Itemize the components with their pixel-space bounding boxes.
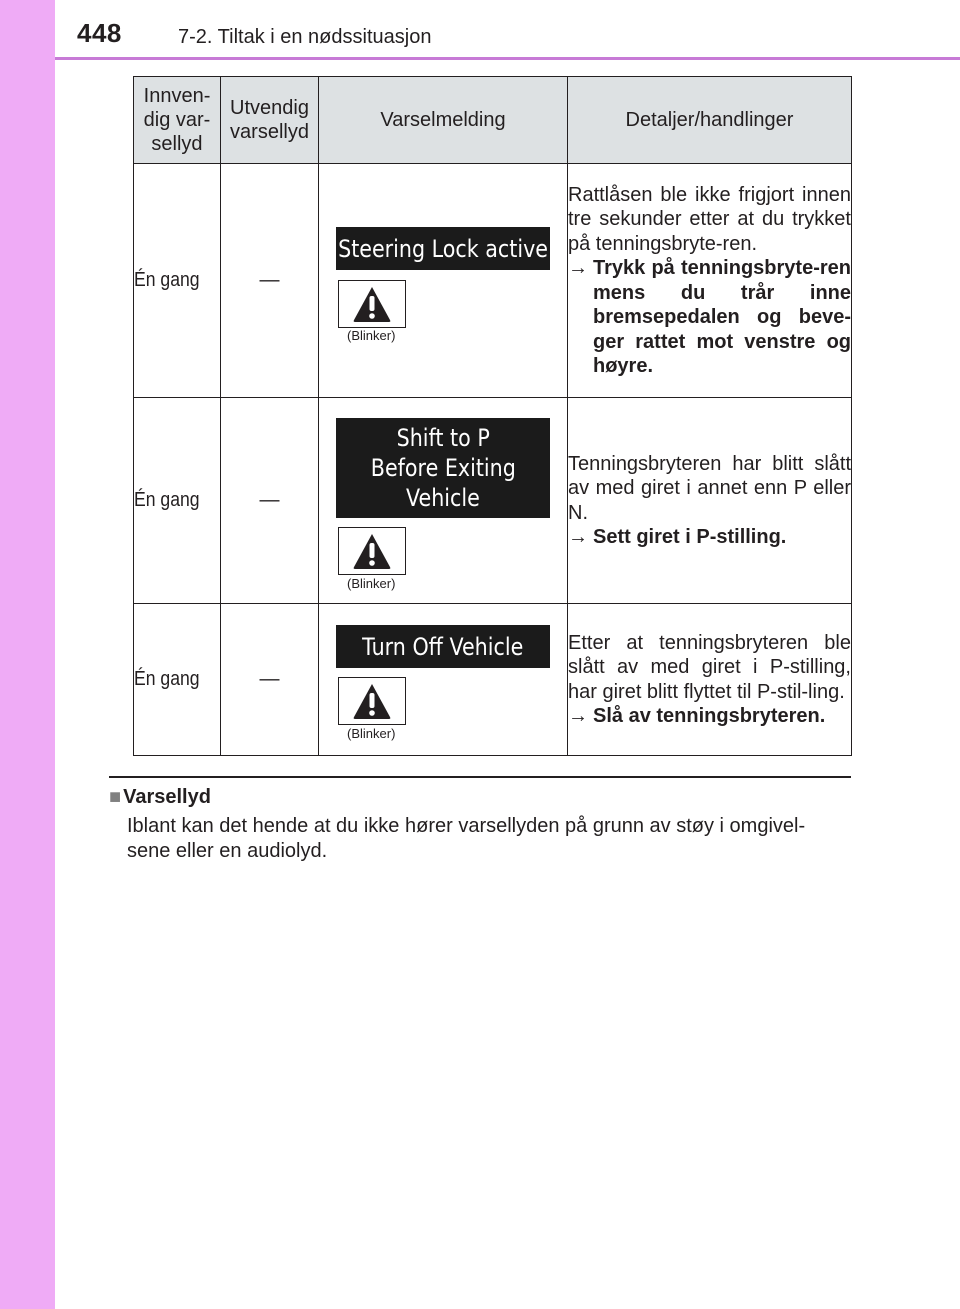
arrow-right-icon: → [568, 257, 588, 279]
interior-buzzer-cell [134, 164, 221, 398]
col-details-label: Detaljer/handlinger [625, 109, 794, 131]
details-action-text: Slå av tenningsbryteren. [593, 705, 826, 727]
details-description: Etter at tenningsbryteren ble slått av med giret i P-stilling, har giret blitt flyttet til P-stil-ling. [568, 631, 851, 703]
details-cell [568, 604, 852, 756]
side-band [0, 0, 55, 1309]
display-line: Turn Off Vehicle [362, 632, 524, 661]
blink-label: (Blinker) [347, 576, 396, 591]
details-action [568, 525, 851, 550]
details-description: Tenningsbryteren har blitt slått av med giret i annet enn P eller N. [568, 452, 851, 524]
details-action [568, 256, 851, 379]
warning-triangle-icon [352, 682, 392, 720]
details-cell [568, 398, 852, 604]
display-line: Steering Lock active [338, 234, 548, 263]
col-exterior-buzzer-label: Utvendig varsellyd [230, 97, 309, 143]
col-interior-buzzer [134, 77, 221, 164]
display-line: Shift to P [396, 424, 490, 452]
exterior-buzzer-value: — [259, 668, 280, 690]
square-bullet-icon: ■ [109, 786, 122, 808]
table-row [134, 604, 852, 756]
multi-info-display [336, 418, 550, 518]
warning-light-box [338, 280, 406, 328]
col-details [568, 77, 852, 164]
col-exterior-buzzer [221, 77, 319, 164]
display-line: Vehicle [406, 484, 480, 512]
note-heading [109, 786, 211, 809]
interior-buzzer-value: Én gang [134, 489, 200, 511]
note-divider [109, 776, 851, 778]
note-body: Iblant kan det hende at du ikke hører varsellyden på grunn av støy i omgivel-sene eller en audiolyd. [127, 815, 806, 862]
exterior-buzzer-cell [221, 164, 319, 398]
exterior-buzzer-cell [221, 604, 319, 756]
col-warning-message-label: Varselmelding [380, 109, 506, 131]
multi-info-display [336, 227, 550, 270]
warning-message-cell [319, 398, 568, 604]
warning-triangle-icon [352, 285, 392, 323]
details-description: Rattlåsen ble ikke frigjort innen tre sekunder etter at du trykket på tenningsbryte-ren. [568, 183, 851, 255]
warning-light-box [338, 527, 406, 575]
details-action-text: Trykk på tenningsbryte-ren mens du trår inne bremsepedalen og beve-ger rattet mot venstre og høyre. [593, 257, 851, 377]
table-row [134, 164, 852, 398]
section-title: 7-2. Tiltak i en nødssituasjon [178, 26, 432, 48]
exterior-buzzer-value: — [259, 269, 280, 291]
col-interior-buzzer-label: Innven- dig var- sellyd [143, 85, 211, 155]
details-action [568, 704, 851, 729]
arrow-right-icon: → [568, 526, 588, 548]
display-line: Before Exiting [370, 454, 516, 482]
blink-label: (Blinker) [347, 726, 396, 741]
header-rule [55, 57, 960, 60]
page-number: 448 [77, 18, 122, 48]
table-header-row [134, 77, 852, 164]
details-action-text: Sett giret i P-stilling. [593, 526, 787, 548]
exterior-buzzer-value: — [259, 489, 280, 511]
exterior-buzzer-cell [221, 398, 319, 604]
multi-info-display [336, 625, 550, 668]
arrow-right-icon: → [568, 705, 588, 727]
warning-triangle-icon [352, 532, 392, 570]
table-row [134, 398, 852, 604]
note-heading-text: Varsellyd [123, 786, 211, 808]
warning-message-table [133, 76, 852, 756]
warning-light-box [338, 677, 406, 725]
col-warning-message [319, 77, 568, 164]
interior-buzzer-cell [134, 604, 221, 756]
warning-message-cell [319, 604, 568, 756]
interior-buzzer-value: Én gang [134, 269, 200, 291]
warning-message-cell [319, 164, 568, 398]
blink-label: (Blinker) [347, 328, 396, 343]
interior-buzzer-cell [134, 398, 221, 604]
interior-buzzer-value: Én gang [134, 668, 200, 690]
details-cell [568, 164, 852, 398]
